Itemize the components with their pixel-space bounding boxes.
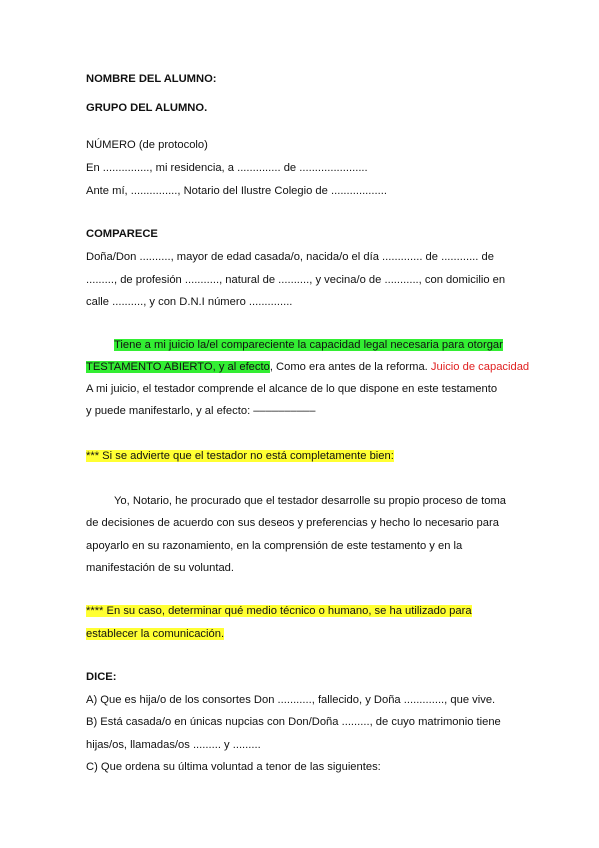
comparece-heading: COMPARECE	[86, 228, 158, 240]
nota-highlight: establecer la comunicación.	[86, 628, 225, 640]
apoyo-line: apoyarlo en su razonamiento, en la comprensión de este testamento y en la	[86, 540, 463, 552]
capacidad-highlight: TESTAMENTO ABIERTO, y al efecto	[86, 361, 270, 373]
dice-line: hijas/os, llamadas/os ......... y .........	[86, 739, 261, 751]
capacidad-text: , Como era antes de la reforma.	[269, 361, 431, 373]
protocol-number: NÚMERO (de protocolo)	[86, 139, 208, 151]
student-name-label: NOMBRE DEL ALUMNO:	[86, 73, 217, 85]
apoyo-line: Yo, Notario, he procurado que el testador desarrolle su propio proceso de toma	[114, 495, 507, 507]
capacidad-line	[86, 360, 529, 374]
capacidad-line: y puede manifestarlo, y al efecto: ––––––––––	[86, 405, 316, 417]
comparece-line: calle .........., y con D.N.I número ..............	[86, 296, 293, 308]
student-group-label: GRUPO DEL ALUMNO.	[86, 102, 208, 114]
capacidad-line	[114, 338, 503, 352]
comparece-line: Doña/Don .........., mayor de edad casada/o, nacida/o el día ............. de ............ de	[86, 251, 494, 263]
capacidad-highlight: Tiene a mi juicio la/el compareciente la capacidad legal necesaria para otorgar	[114, 339, 503, 351]
nota-comunicacion	[86, 604, 472, 618]
dice-line: C) Que ordena su última voluntad a tenor de las siguientes:	[86, 761, 381, 773]
capacidad-line: A mi juicio, el testador comprende el alcance de lo que dispone en este testamento	[86, 383, 498, 395]
protocol-notary: Ante mí, ..............., Notario del Ilustre Colegio de ..................	[86, 185, 387, 197]
dice-heading: DICE:	[86, 671, 117, 683]
dice-line: A) Que es hija/o de los consortes Don ..........., fallecido, y Doña ............., que vive.	[86, 694, 496, 706]
apoyo-line: manifestación de su voluntad.	[86, 562, 235, 574]
comparece-line: ........., de profesión ..........., natural de .........., y vecina/o de ..........., con domicilio en	[86, 274, 506, 286]
nota-highlight: **** En su caso, determinar qué medio técnico o humano, se ha utilizado para	[86, 605, 472, 617]
dice-line: B) Está casada/o en únicas nupcias con Don/Doña ........., de cuyo matrimonio tiene	[86, 716, 501, 728]
nota-highlight: *** Si se advierte que el testador no está completamente bien:	[86, 450, 394, 462]
nota-comunicacion	[86, 627, 224, 641]
nota-testador	[86, 449, 394, 463]
apoyo-line: de decisiones de acuerdo con sus deseos y preferencias y hecho lo necesario para	[86, 517, 499, 529]
juicio-capacidad-note: Juicio de capacidad	[430, 361, 530, 373]
protocol-place-date: En ..............., mi residencia, a .............. de ......................	[86, 162, 368, 174]
